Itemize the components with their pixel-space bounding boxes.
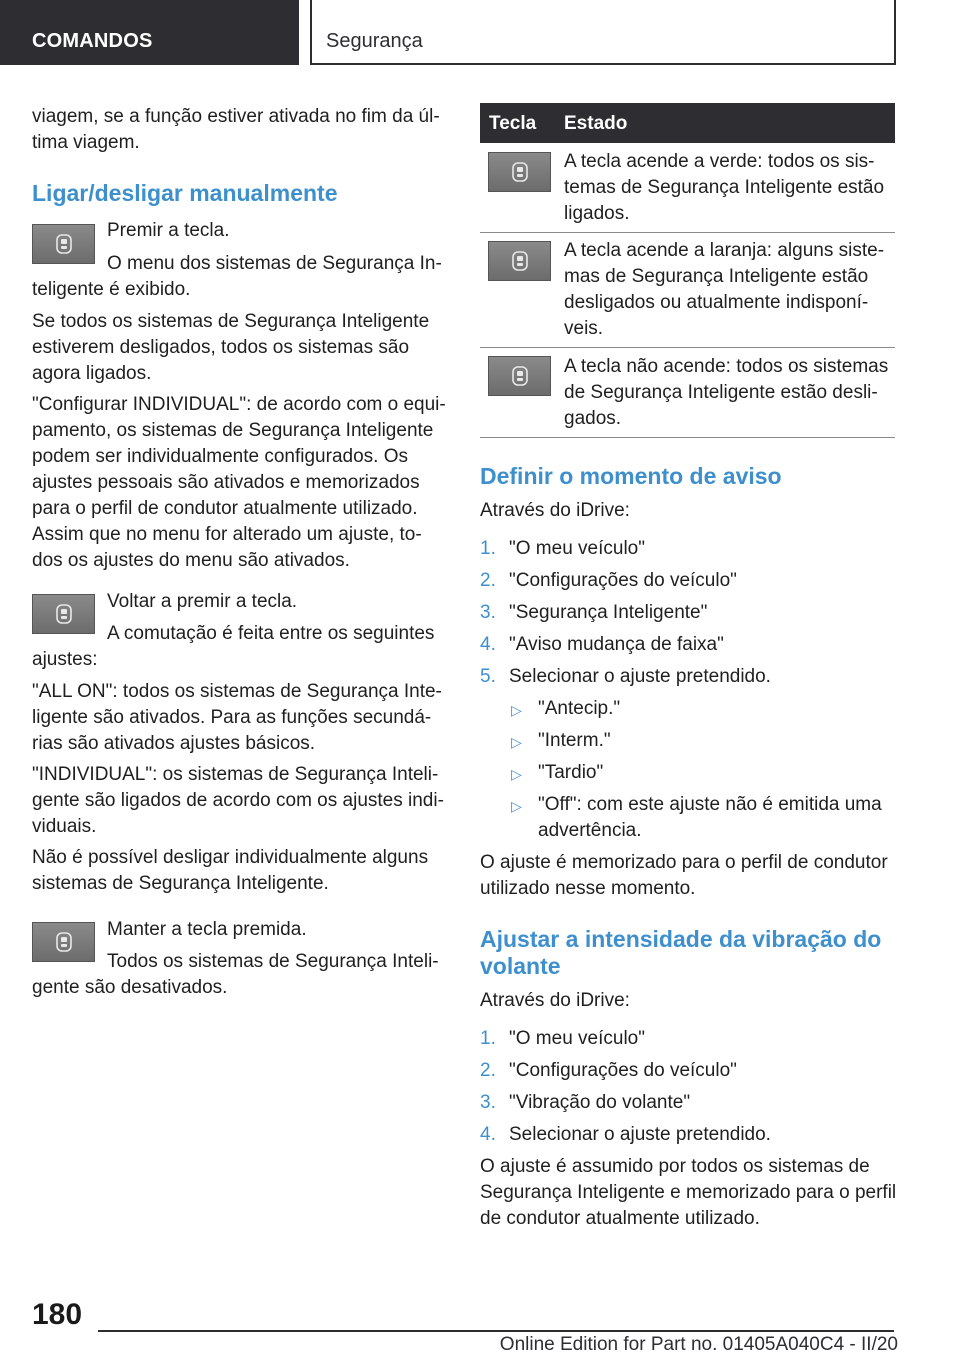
heading-vibration-line-1: Ajustar a intensidade da vibração do <box>480 926 882 952</box>
safety-button-icon-off <box>488 356 551 396</box>
bullet-triangle-icon: ▷ <box>511 798 522 814</box>
p4-line-3: ajustes: <box>32 649 98 670</box>
table-row-3-line-1: A tecla não acende: todos os sistemas <box>564 356 889 377</box>
p6-line-3: viduais. <box>32 816 97 837</box>
via-idrive-1: Através do iDrive: <box>480 500 630 521</box>
bullet-triangle-icon: ▷ <box>511 702 522 718</box>
step-number: 5. <box>480 666 496 687</box>
p1-line-2: O menu dos sistemas de Segurança In- <box>107 253 442 274</box>
step-number: 3. <box>480 602 496 623</box>
option-text: "Interm." <box>538 730 611 751</box>
table-row-2-line-4: veis. <box>564 318 604 339</box>
bullet-triangle-icon: ▷ <box>511 734 522 750</box>
step-text: "Configurações do veículo" <box>509 1060 737 1081</box>
note1-line-2: utilizado nesse momento. <box>480 878 696 899</box>
step-text: "Aviso mudança de faixa" <box>509 634 724 655</box>
intro-line-2: tima viagem. <box>32 132 140 153</box>
option-text: "Antecip." <box>538 698 621 719</box>
step-text: Selecionar o ajuste pretendido. <box>509 1124 771 1145</box>
intro-line-1: viagem, se a função estiver ativada no fim da úl- <box>32 106 440 127</box>
p3-line-3: podem ser individualmente configurados. Os <box>32 446 408 467</box>
option-text-cont: advertência. <box>538 820 642 841</box>
via-idrive-2: Através do iDrive: <box>480 990 630 1011</box>
heading-manual-toggle: Ligar/desligar manualmente <box>32 180 338 206</box>
safety-button-icon-green <box>488 152 551 192</box>
p3-line-7: dos os ajustes do menu são ativados. <box>32 550 350 571</box>
table-divider <box>480 437 895 438</box>
section-label: COMANDOS <box>32 30 153 52</box>
step-number: 1. <box>480 538 496 559</box>
p5-line-3: rias são ativados ajustes básicos. <box>32 733 316 754</box>
p4-line-1: Voltar a premir a tecla. <box>107 591 298 612</box>
step-text: "Configurações do veículo" <box>509 570 737 591</box>
step-text: "Segurança Inteligente" <box>509 602 708 623</box>
p3-line-6: Assim que no menu for alterado um ajuste, to- <box>32 524 422 545</box>
p8-line-3: gente são desativados. <box>32 977 228 998</box>
table-header <box>480 103 895 143</box>
safety-button-icon <box>32 922 95 962</box>
p2-line-1: Se todos os sistemas de Segurança Inteligente <box>32 311 430 332</box>
p3-line-2: pamento, os sistemas de Segurança Inteligente <box>32 420 434 441</box>
p3-line-5: para o perfil de condutor atualmente utilizado. <box>32 498 418 519</box>
p5-line-2: ligente são ativados. Para as funções secundá- <box>32 707 432 728</box>
p7-line-2: sistemas de Segurança Inteligente. <box>32 873 329 894</box>
option-text: "Off": com este ajuste não é emitida uma <box>538 794 882 815</box>
table-divider <box>480 232 895 233</box>
col-header-key: Tecla <box>489 113 537 134</box>
p2-line-3: agora ligados. <box>32 363 152 384</box>
section-tab <box>0 0 299 65</box>
footer-rule <box>98 1330 894 1332</box>
note2-line-1: O ajuste é assumido por todos os sistemas de <box>480 1156 870 1177</box>
step-text: "Vibração do volante" <box>509 1092 691 1113</box>
note2-line-2: Segurança Inteligente e memorizado para o perfil <box>480 1182 897 1203</box>
step-number: 4. <box>480 634 496 655</box>
p8-line-1: Manter a tecla premida. <box>107 919 307 940</box>
safety-button-icon <box>32 594 95 634</box>
p2-line-2: estiverem desligados, todos os sistemas são <box>32 337 410 358</box>
chapter-label: Segurança <box>326 30 423 52</box>
p7-line-1: Não é possível desligar individualmente alguns <box>32 847 429 868</box>
p3-line-1: "Configurar INDIVIDUAL": de acordo com o equi- <box>32 394 446 415</box>
step-number: 2. <box>480 1060 496 1081</box>
step-text: Selecionar o ajuste pretendido. <box>509 666 771 687</box>
p3-line-4: ajustes pessoais são ativados e memorizados <box>32 472 420 493</box>
step-number: 1. <box>480 1028 496 1049</box>
chapter-tab <box>310 0 896 65</box>
heading-vibration-line-2: volante <box>480 953 561 979</box>
table-row-3-line-3: gados. <box>564 408 622 429</box>
safety-button-icon-orange <box>488 241 551 281</box>
note1-line-1: O ajuste é memorizado para o perfil de condutor <box>480 852 888 873</box>
table-row-2-line-2: mas de Segurança Inteligente estão <box>564 266 869 287</box>
table-row-3-line-2: de Segurança Inteligente estão desli- <box>564 382 878 403</box>
p1-line-3: teligente é exibido. <box>32 279 191 300</box>
table-row-1-line-2: temas de Segurança Inteligente estão <box>564 177 885 198</box>
p6-line-1: "INDIVIDUAL": os sistemas de Segurança Inteli- <box>32 764 439 785</box>
table-row-1-line-1: A tecla acende a verde: todos os sis- <box>564 151 875 172</box>
note2-line-3: de condutor atualmente utilizado. <box>480 1208 760 1229</box>
step-number: 3. <box>480 1092 496 1113</box>
step-text: "O meu veículo" <box>509 538 645 559</box>
p5-line-1: "ALL ON": todos os sistemas de Segurança Inte- <box>32 681 442 702</box>
step-number: 4. <box>480 1124 496 1145</box>
p8-line-2: Todos os sistemas de Segurança Inteli- <box>107 951 439 972</box>
bullet-triangle-icon: ▷ <box>511 766 522 782</box>
safety-button-icon <box>32 224 95 264</box>
page-number: 180 <box>32 1298 83 1331</box>
step-number: 2. <box>480 570 496 591</box>
p4-line-2: A comutação é feita entre os seguintes <box>107 623 435 644</box>
table-divider <box>480 347 895 348</box>
heading-warning-time: Definir o momento de aviso <box>480 463 782 489</box>
option-text: "Tardio" <box>538 762 604 783</box>
table-row-2-line-1: A tecla acende a laranja: alguns siste- <box>564 240 885 261</box>
footer-edition: Online Edition for Part no. 01405A040C4 - II/20 <box>499 1334 898 1355</box>
step-text: "O meu veículo" <box>509 1028 645 1049</box>
p6-line-2: gente são ligados de acordo com os ajustes indi- <box>32 790 444 811</box>
table-row-2-line-3: desligados ou atualmente indisponí- <box>564 292 869 313</box>
table-row-1-line-3: ligados. <box>564 203 630 224</box>
col-header-state: Estado <box>564 113 628 134</box>
p1-line-1: Premir a tecla. <box>107 220 230 241</box>
